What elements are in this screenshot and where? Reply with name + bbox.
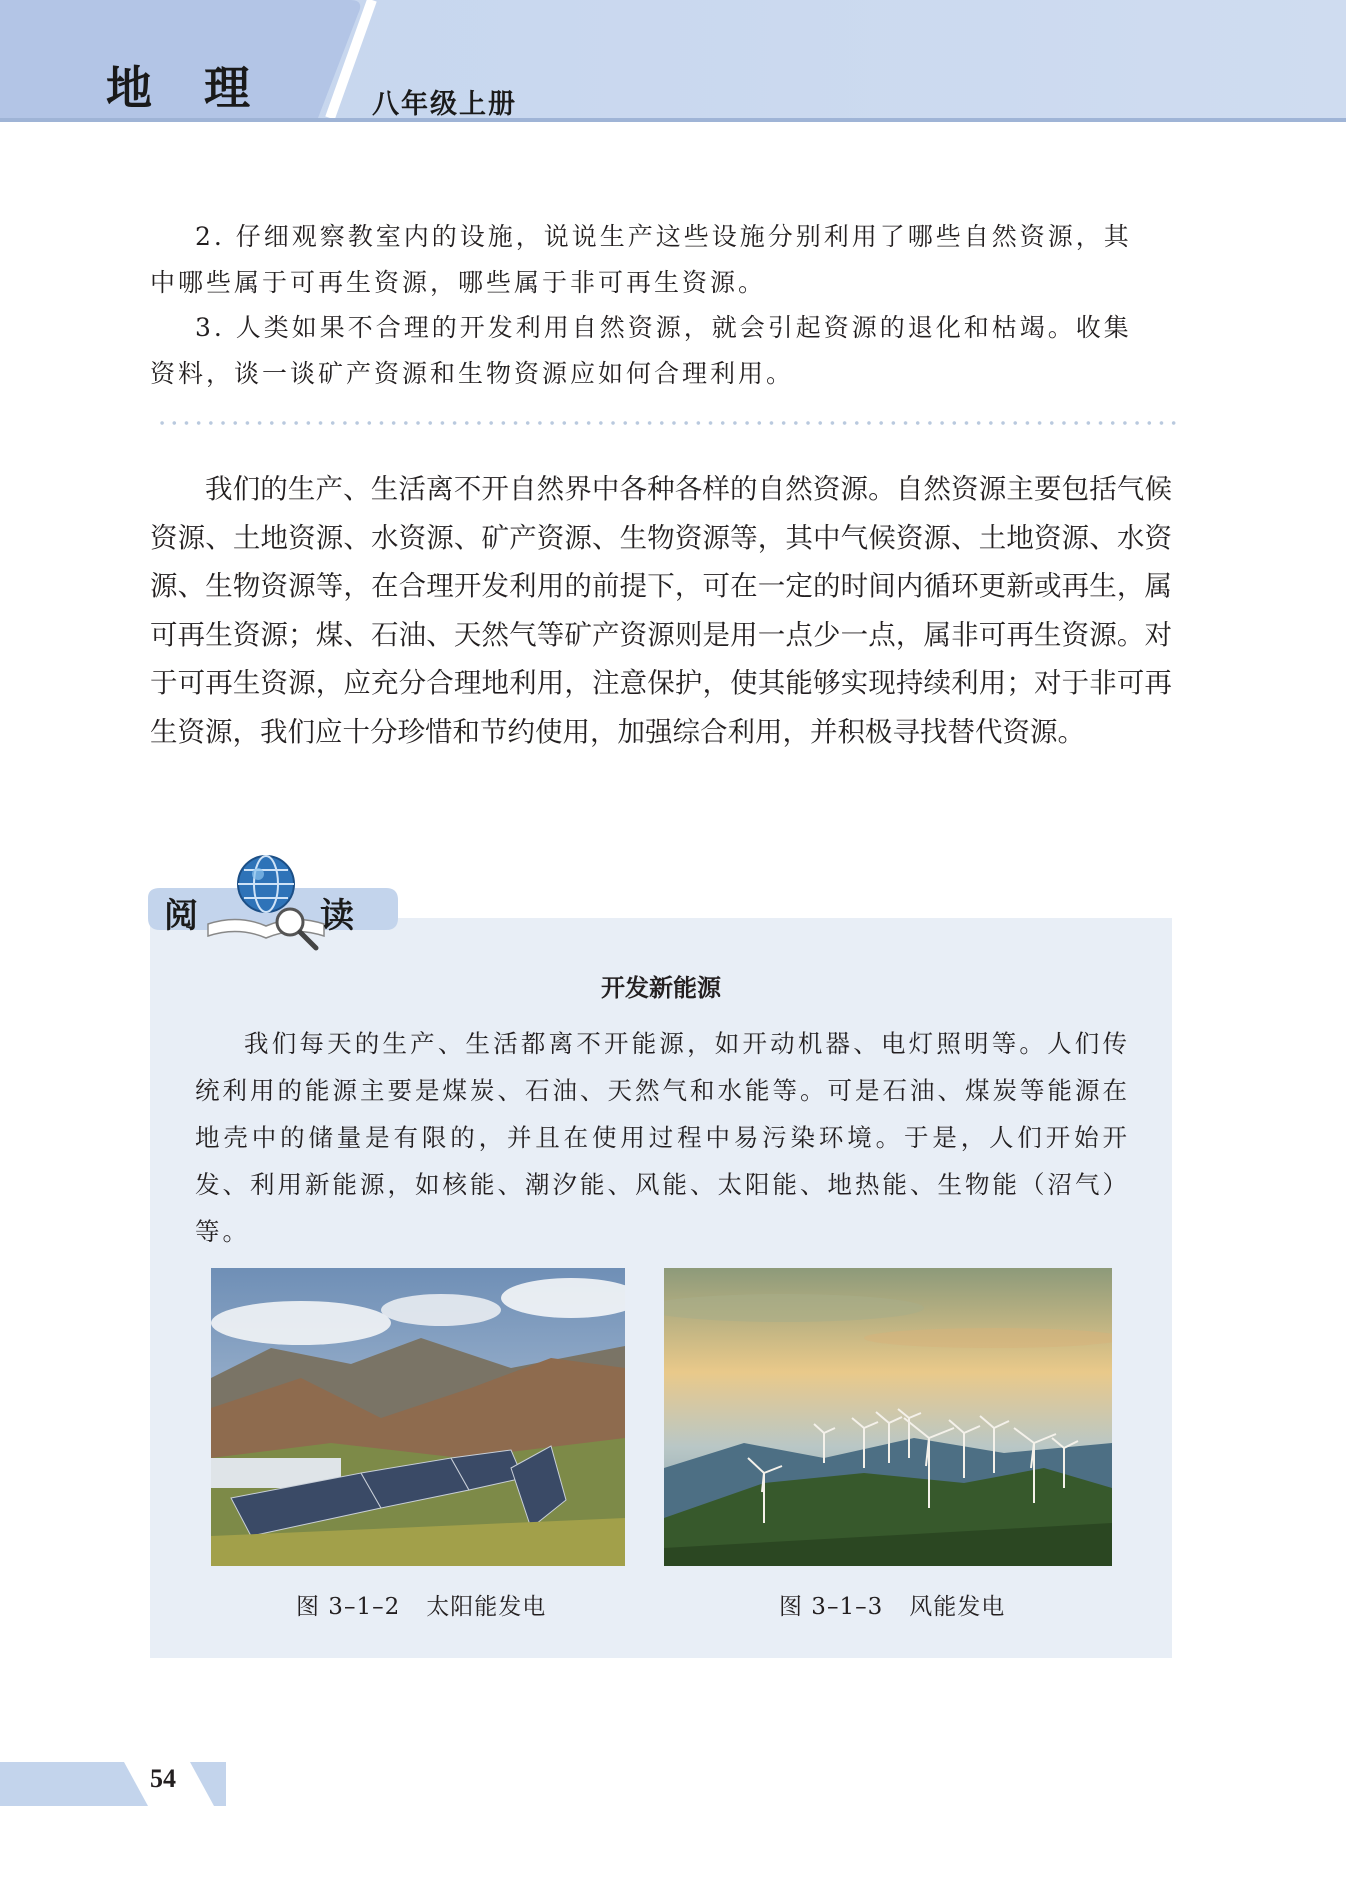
badge-char-right: 读 — [320, 896, 354, 936]
page-header — [0, 0, 1346, 128]
wind-power-photo — [664, 1268, 1112, 1566]
reading-title: 开发新能源 — [601, 974, 721, 1002]
figure-caption-1 — [296, 1588, 546, 1621]
figure-label-1: 图 3–1–2 — [296, 1594, 401, 1620]
solar-power-photo — [211, 1268, 625, 1566]
figure-caption-2 — [779, 1588, 1005, 1621]
exercise-2-text: 2. 仔细观察教室内的设施，说说生产这些设施分别利用了哪些自然资源，其中哪些属于可再生资源，哪些属于非可再生资源。 — [150, 222, 1132, 297]
badge-char-left: 阅 — [164, 896, 198, 936]
figure-title-2: 风能发电 — [909, 1594, 1006, 1620]
footer-tab — [0, 1762, 240, 1806]
subject-title: 地 理 — [106, 61, 269, 115]
reading-badge — [148, 848, 398, 958]
reading-text: 我们每天的生产、生活都离不开能源，如开动机器、电灯照明等。人们传统利用的能源主要是煤炭、石油、天然气和水能等。可是石油、煤炭等能源在地壳中的储量是有限的，并且在使用过程中易污染环境。于是，人们开始开发、利用新能源，如核能、潮汐能、风能、太阳能、地热能、生物能（沼气）等。 — [195, 1029, 1130, 1246]
figure-title-1: 太阳能发电 — [426, 1594, 547, 1620]
dotted-divider — [156, 421, 1176, 425]
page-number: 54 — [150, 1764, 176, 1793]
exercise-3 — [150, 305, 1140, 397]
body-paragraph: 我们的生产、生活离不开自然界中各种各样的自然资源。自然资源主要包括气候资源、土地资源、水资源、矿产资源、生物资源等，其中气候资源、土地资源、水资源、生物资源等，在合理开发利用的前提下，可在一定的时间内循环更新或再生，属可再生资源；煤、石油、天然气等矿产资源则是用一点少一点，属非可再生资源。对于可再生资源，应充分合理地利用，注意保护，使其能够实现持续利用；对于非可再生资源，我们应十分珍惜和节约使用，加强综合利用，并积极寻找替代资源。 — [150, 473, 1172, 748]
figure-label-2: 图 3–1–3 — [779, 1594, 884, 1620]
grade-label: 八年级上册 — [372, 89, 517, 120]
exercise-2 — [150, 214, 1140, 306]
exercise-3-text: 3. 人类如果不合理的开发利用自然资源，就会引起资源的退化和枯竭。收集资料，谈一谈矿产资源和生物资源应如何合理利用。 — [150, 313, 1132, 388]
